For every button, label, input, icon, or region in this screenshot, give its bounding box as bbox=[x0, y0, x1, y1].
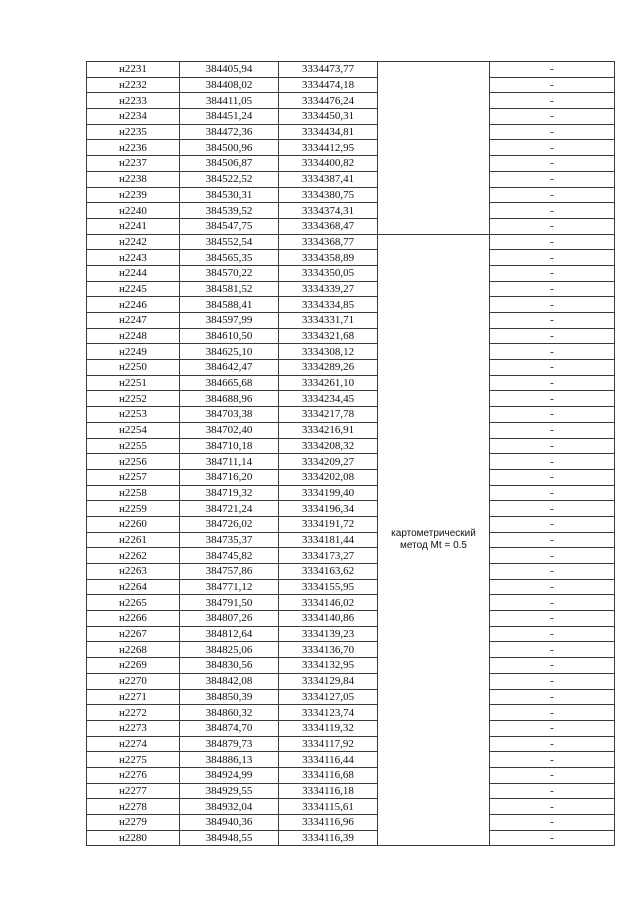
dash-cell: - bbox=[490, 642, 615, 658]
point-id-cell: н2277 bbox=[87, 783, 180, 799]
y-coordinate-cell: 3334321,68 bbox=[279, 328, 378, 344]
x-coordinate-cell: 384791,50 bbox=[180, 595, 279, 611]
point-id-cell: н2256 bbox=[87, 454, 180, 470]
x-coordinate-cell: 384929,55 bbox=[180, 783, 279, 799]
point-id-cell: н2248 bbox=[87, 328, 180, 344]
dash-cell: - bbox=[490, 407, 615, 423]
dash-cell: - bbox=[490, 705, 615, 721]
table-row bbox=[87, 815, 615, 831]
y-coordinate-cell: 3334127,05 bbox=[279, 689, 378, 705]
y-coordinate-cell: 3334116,68 bbox=[279, 767, 378, 783]
x-coordinate-cell: 384642,47 bbox=[180, 360, 279, 376]
x-coordinate-cell: 384711,14 bbox=[180, 454, 279, 470]
y-coordinate-cell: 3334368,47 bbox=[279, 218, 378, 234]
dash-cell: - bbox=[490, 328, 615, 344]
y-coordinate-cell: 3334474,18 bbox=[279, 77, 378, 93]
dash-cell: - bbox=[490, 469, 615, 485]
dash-cell: - bbox=[490, 611, 615, 627]
y-coordinate-cell: 3334117,92 bbox=[279, 736, 378, 752]
method-text: картометрический метод Mt = 0.5 bbox=[391, 527, 476, 551]
y-coordinate-cell: 3334163,62 bbox=[279, 564, 378, 580]
x-coordinate-cell: 384451,24 bbox=[180, 109, 279, 125]
dash-cell: - bbox=[490, 234, 615, 250]
point-id-cell: н2243 bbox=[87, 250, 180, 266]
dash-cell: - bbox=[490, 564, 615, 580]
dash-cell: - bbox=[490, 62, 615, 78]
y-coordinate-cell: 3334412,95 bbox=[279, 140, 378, 156]
dash-cell: - bbox=[490, 673, 615, 689]
table-row bbox=[87, 156, 615, 172]
dash-cell: - bbox=[490, 140, 615, 156]
point-id-cell: н2269 bbox=[87, 658, 180, 674]
y-coordinate-cell: 3334181,44 bbox=[279, 532, 378, 548]
point-id-cell: н2267 bbox=[87, 626, 180, 642]
table-row bbox=[87, 548, 615, 564]
table-row bbox=[87, 407, 615, 423]
y-coordinate-cell: 3334308,12 bbox=[279, 344, 378, 360]
dash-cell: - bbox=[490, 187, 615, 203]
table-row bbox=[87, 187, 615, 203]
point-id-cell: н2235 bbox=[87, 124, 180, 140]
table-row bbox=[87, 109, 615, 125]
x-coordinate-cell: 384665,68 bbox=[180, 375, 279, 391]
dash-cell: - bbox=[490, 830, 615, 846]
x-coordinate-cell: 384716,20 bbox=[180, 469, 279, 485]
x-coordinate-cell: 384879,73 bbox=[180, 736, 279, 752]
point-id-cell: н2234 bbox=[87, 109, 180, 125]
y-coordinate-cell: 3334202,08 bbox=[279, 469, 378, 485]
dash-cell: - bbox=[490, 454, 615, 470]
dash-cell: - bbox=[490, 375, 615, 391]
dash-cell: - bbox=[490, 297, 615, 313]
point-id-cell: н2253 bbox=[87, 407, 180, 423]
dash-cell: - bbox=[490, 783, 615, 799]
x-coordinate-cell: 384886,13 bbox=[180, 752, 279, 768]
dash-cell: - bbox=[490, 156, 615, 172]
y-coordinate-cell: 3334146,02 bbox=[279, 595, 378, 611]
x-coordinate-cell: 384506,87 bbox=[180, 156, 279, 172]
dash-cell: - bbox=[490, 767, 615, 783]
y-coordinate-cell: 3334140,86 bbox=[279, 611, 378, 627]
point-id-cell: н2259 bbox=[87, 501, 180, 517]
point-id-cell: н2236 bbox=[87, 140, 180, 156]
table-row bbox=[87, 642, 615, 658]
y-coordinate-cell: 3334374,31 bbox=[279, 203, 378, 219]
dash-cell: - bbox=[490, 485, 615, 501]
x-coordinate-cell: 384719,32 bbox=[180, 485, 279, 501]
x-coordinate-cell: 384842,08 bbox=[180, 673, 279, 689]
dash-cell: - bbox=[490, 438, 615, 454]
point-id-cell: н2252 bbox=[87, 391, 180, 407]
point-id-cell: н2278 bbox=[87, 799, 180, 815]
x-coordinate-cell: 384771,12 bbox=[180, 579, 279, 595]
table-row bbox=[87, 658, 615, 674]
point-id-cell: н2242 bbox=[87, 234, 180, 250]
dash-cell: - bbox=[490, 344, 615, 360]
dash-cell: - bbox=[490, 422, 615, 438]
point-id-cell: н2276 bbox=[87, 767, 180, 783]
dash-cell: - bbox=[490, 516, 615, 532]
point-id-cell: н2280 bbox=[87, 830, 180, 846]
y-coordinate-cell: 3334234,45 bbox=[279, 391, 378, 407]
table-row bbox=[87, 752, 615, 768]
point-id-cell: н2264 bbox=[87, 579, 180, 595]
y-coordinate-cell: 3334334,85 bbox=[279, 297, 378, 313]
table-row bbox=[87, 799, 615, 815]
table-row bbox=[87, 438, 615, 454]
coordinates-table-body bbox=[87, 62, 615, 846]
dash-cell: - bbox=[490, 532, 615, 548]
table-row bbox=[87, 767, 615, 783]
point-id-cell: н2239 bbox=[87, 187, 180, 203]
table-row bbox=[87, 626, 615, 642]
x-coordinate-cell: 384588,41 bbox=[180, 297, 279, 313]
point-id-cell: н2266 bbox=[87, 611, 180, 627]
table-row bbox=[87, 93, 615, 109]
y-coordinate-cell: 3334199,40 bbox=[279, 485, 378, 501]
dash-cell: - bbox=[490, 720, 615, 736]
point-id-cell: н2250 bbox=[87, 360, 180, 376]
dash-cell: - bbox=[490, 658, 615, 674]
point-id-cell: н2231 bbox=[87, 62, 180, 78]
table-row bbox=[87, 124, 615, 140]
point-id-cell: н2271 bbox=[87, 689, 180, 705]
dash-cell: - bbox=[490, 548, 615, 564]
y-coordinate-cell: 3334173,27 bbox=[279, 548, 378, 564]
y-coordinate-cell: 3334380,75 bbox=[279, 187, 378, 203]
dash-cell: - bbox=[490, 391, 615, 407]
dash-cell: - bbox=[490, 265, 615, 281]
table-row bbox=[87, 830, 615, 846]
dash-cell: - bbox=[490, 77, 615, 93]
table-row bbox=[87, 422, 615, 438]
point-id-cell: н2260 bbox=[87, 516, 180, 532]
point-id-cell: н2255 bbox=[87, 438, 180, 454]
y-coordinate-cell: 3334132,95 bbox=[279, 658, 378, 674]
table-row bbox=[87, 516, 615, 532]
point-id-cell: н2247 bbox=[87, 313, 180, 329]
point-id-cell: н2274 bbox=[87, 736, 180, 752]
point-id-cell: н2272 bbox=[87, 705, 180, 721]
y-coordinate-cell: 3334216,91 bbox=[279, 422, 378, 438]
x-coordinate-cell: 384539,52 bbox=[180, 203, 279, 219]
x-coordinate-cell: 384530,31 bbox=[180, 187, 279, 203]
dash-cell: - bbox=[490, 124, 615, 140]
y-coordinate-cell: 3334217,78 bbox=[279, 407, 378, 423]
y-coordinate-cell: 3334400,82 bbox=[279, 156, 378, 172]
y-coordinate-cell: 3334116,44 bbox=[279, 752, 378, 768]
y-coordinate-cell: 3334155,95 bbox=[279, 579, 378, 595]
y-coordinate-cell: 3334129,84 bbox=[279, 673, 378, 689]
x-coordinate-cell: 384948,55 bbox=[180, 830, 279, 846]
coordinates-table bbox=[86, 61, 615, 846]
x-coordinate-cell: 384932,04 bbox=[180, 799, 279, 815]
table-row bbox=[87, 344, 615, 360]
point-id-cell: н2279 bbox=[87, 815, 180, 831]
x-coordinate-cell: 384812,64 bbox=[180, 626, 279, 642]
y-coordinate-cell: 3334208,32 bbox=[279, 438, 378, 454]
dash-cell: - bbox=[490, 171, 615, 187]
table-row bbox=[87, 783, 615, 799]
dash-cell: - bbox=[490, 360, 615, 376]
table-row bbox=[87, 595, 615, 611]
x-coordinate-cell: 384581,52 bbox=[180, 281, 279, 297]
y-coordinate-cell: 3334115,61 bbox=[279, 799, 378, 815]
x-coordinate-cell: 384688,96 bbox=[180, 391, 279, 407]
table-row bbox=[87, 689, 615, 705]
x-coordinate-cell: 384597,99 bbox=[180, 313, 279, 329]
point-id-cell: н2233 bbox=[87, 93, 180, 109]
y-coordinate-cell: 3334119,32 bbox=[279, 720, 378, 736]
x-coordinate-cell: 384565,35 bbox=[180, 250, 279, 266]
point-id-cell: н2245 bbox=[87, 281, 180, 297]
dash-cell: - bbox=[490, 689, 615, 705]
table-row bbox=[87, 234, 615, 250]
table-row bbox=[87, 736, 615, 752]
dash-cell: - bbox=[490, 203, 615, 219]
dash-cell: - bbox=[490, 736, 615, 752]
y-coordinate-cell: 3334196,34 bbox=[279, 501, 378, 517]
method-cell-group-1 bbox=[378, 62, 490, 235]
y-coordinate-cell: 3334331,71 bbox=[279, 313, 378, 329]
point-id-cell: н2237 bbox=[87, 156, 180, 172]
point-id-cell: н2240 bbox=[87, 203, 180, 219]
point-id-cell: н2244 bbox=[87, 265, 180, 281]
point-id-cell: н2238 bbox=[87, 171, 180, 187]
point-id-cell: н2268 bbox=[87, 642, 180, 658]
table-row bbox=[87, 501, 615, 517]
point-id-cell: н2241 bbox=[87, 218, 180, 234]
point-id-cell: н2258 bbox=[87, 485, 180, 501]
table-row bbox=[87, 469, 615, 485]
table-row bbox=[87, 77, 615, 93]
y-coordinate-cell: 3334116,39 bbox=[279, 830, 378, 846]
table-row bbox=[87, 673, 615, 689]
x-coordinate-cell: 384850,39 bbox=[180, 689, 279, 705]
table-row bbox=[87, 360, 615, 376]
y-coordinate-cell: 3334368,77 bbox=[279, 234, 378, 250]
table-row bbox=[87, 250, 615, 266]
x-coordinate-cell: 384940,36 bbox=[180, 815, 279, 831]
dash-cell: - bbox=[490, 626, 615, 642]
dash-cell: - bbox=[490, 93, 615, 109]
y-coordinate-cell: 3334476,24 bbox=[279, 93, 378, 109]
dash-cell: - bbox=[490, 595, 615, 611]
x-coordinate-cell: 384702,40 bbox=[180, 422, 279, 438]
point-id-cell: н2251 bbox=[87, 375, 180, 391]
point-id-cell: н2246 bbox=[87, 297, 180, 313]
dash-cell: - bbox=[490, 579, 615, 595]
x-coordinate-cell: 384522,52 bbox=[180, 171, 279, 187]
table-row bbox=[87, 297, 615, 313]
table-row bbox=[87, 485, 615, 501]
table-row bbox=[87, 265, 615, 281]
dash-cell: - bbox=[490, 109, 615, 125]
table-row bbox=[87, 579, 615, 595]
table-row bbox=[87, 140, 615, 156]
y-coordinate-cell: 3334139,23 bbox=[279, 626, 378, 642]
table-row bbox=[87, 564, 615, 580]
x-coordinate-cell: 384757,86 bbox=[180, 564, 279, 580]
point-id-cell: н2257 bbox=[87, 469, 180, 485]
x-coordinate-cell: 384860,32 bbox=[180, 705, 279, 721]
dash-cell: - bbox=[490, 218, 615, 234]
table-row bbox=[87, 203, 615, 219]
dash-cell: - bbox=[490, 250, 615, 266]
point-id-cell: н2273 bbox=[87, 720, 180, 736]
x-coordinate-cell: 384411,05 bbox=[180, 93, 279, 109]
point-id-cell: н2275 bbox=[87, 752, 180, 768]
y-coordinate-cell: 3334209,27 bbox=[279, 454, 378, 470]
x-coordinate-cell: 384405,94 bbox=[180, 62, 279, 78]
table-row bbox=[87, 171, 615, 187]
point-id-cell: н2232 bbox=[87, 77, 180, 93]
x-coordinate-cell: 384703,38 bbox=[180, 407, 279, 423]
table-row bbox=[87, 391, 615, 407]
x-coordinate-cell: 384610,50 bbox=[180, 328, 279, 344]
table-row bbox=[87, 281, 615, 297]
point-id-cell: н2262 bbox=[87, 548, 180, 564]
table-row bbox=[87, 62, 615, 78]
y-coordinate-cell: 3334116,18 bbox=[279, 783, 378, 799]
table-row bbox=[87, 720, 615, 736]
dash-cell: - bbox=[490, 752, 615, 768]
y-coordinate-cell: 3334358,89 bbox=[279, 250, 378, 266]
y-coordinate-cell: 3334350,05 bbox=[279, 265, 378, 281]
x-coordinate-cell: 384924,99 bbox=[180, 767, 279, 783]
y-coordinate-cell: 3334387,41 bbox=[279, 171, 378, 187]
dash-cell: - bbox=[490, 313, 615, 329]
dash-cell: - bbox=[490, 815, 615, 831]
y-coordinate-cell: 3334261,10 bbox=[279, 375, 378, 391]
method-cell-group-2 bbox=[378, 234, 490, 846]
table-row bbox=[87, 313, 615, 329]
x-coordinate-cell: 384735,37 bbox=[180, 532, 279, 548]
point-id-cell: н2263 bbox=[87, 564, 180, 580]
y-coordinate-cell: 3334450,31 bbox=[279, 109, 378, 125]
point-id-cell: н2265 bbox=[87, 595, 180, 611]
x-coordinate-cell: 384830,56 bbox=[180, 658, 279, 674]
x-coordinate-cell: 384570,22 bbox=[180, 265, 279, 281]
y-coordinate-cell: 3334339,27 bbox=[279, 281, 378, 297]
y-coordinate-cell: 3334116,96 bbox=[279, 815, 378, 831]
x-coordinate-cell: 384726,02 bbox=[180, 516, 279, 532]
table-row bbox=[87, 375, 615, 391]
table-row bbox=[87, 532, 615, 548]
x-coordinate-cell: 384745,82 bbox=[180, 548, 279, 564]
x-coordinate-cell: 384825,06 bbox=[180, 642, 279, 658]
x-coordinate-cell: 384500,96 bbox=[180, 140, 279, 156]
dash-cell: - bbox=[490, 799, 615, 815]
point-id-cell: н2254 bbox=[87, 422, 180, 438]
x-coordinate-cell: 384710,18 bbox=[180, 438, 279, 454]
y-coordinate-cell: 3334123,74 bbox=[279, 705, 378, 721]
x-coordinate-cell: 384807,26 bbox=[180, 611, 279, 627]
x-coordinate-cell: 384625,10 bbox=[180, 344, 279, 360]
y-coordinate-cell: 3334289,26 bbox=[279, 360, 378, 376]
table-row bbox=[87, 454, 615, 470]
x-coordinate-cell: 384874,70 bbox=[180, 720, 279, 736]
dash-cell: - bbox=[490, 501, 615, 517]
point-id-cell: н2270 bbox=[87, 673, 180, 689]
table-row bbox=[87, 705, 615, 721]
y-coordinate-cell: 3334434,81 bbox=[279, 124, 378, 140]
x-coordinate-cell: 384472,36 bbox=[180, 124, 279, 140]
y-coordinate-cell: 3334136,70 bbox=[279, 642, 378, 658]
dash-cell: - bbox=[490, 281, 615, 297]
x-coordinate-cell: 384552,54 bbox=[180, 234, 279, 250]
point-id-cell: н2261 bbox=[87, 532, 180, 548]
table-row bbox=[87, 328, 615, 344]
table-row bbox=[87, 611, 615, 627]
point-id-cell: н2249 bbox=[87, 344, 180, 360]
y-coordinate-cell: 3334191,72 bbox=[279, 516, 378, 532]
y-coordinate-cell: 3334473,77 bbox=[279, 62, 378, 78]
table-row bbox=[87, 218, 615, 234]
x-coordinate-cell: 384547,75 bbox=[180, 218, 279, 234]
x-coordinate-cell: 384408,02 bbox=[180, 77, 279, 93]
x-coordinate-cell: 384721,24 bbox=[180, 501, 279, 517]
